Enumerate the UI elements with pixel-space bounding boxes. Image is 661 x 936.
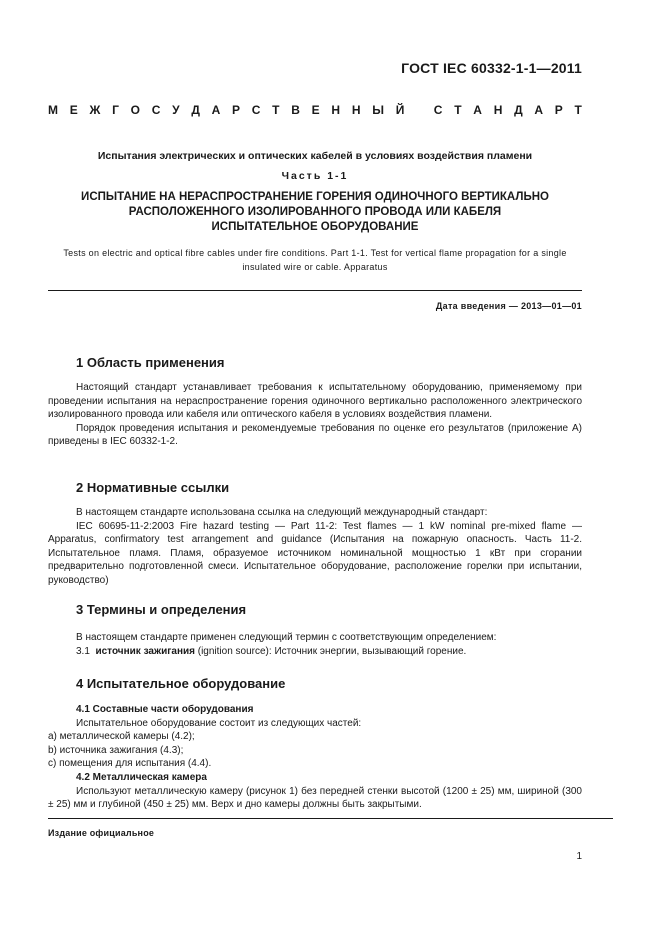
introduction-date: Дата введения — 2013—01—01 xyxy=(435,301,582,311)
banner-letter: У xyxy=(172,103,180,117)
footer-divider xyxy=(48,818,613,819)
banner-letter: Ж xyxy=(89,103,101,117)
banner-letter: Н xyxy=(351,103,361,117)
standard-type-banner xyxy=(48,103,582,117)
banner-letter: Р xyxy=(554,103,563,117)
banner-letter: С xyxy=(251,103,261,117)
main-title-line-3: ИСПЫТАТЕЛЬНОЕ ОБОРУДОВАНИЕ xyxy=(211,221,419,233)
banner-letter: Т xyxy=(272,103,280,117)
banner-letter: Д xyxy=(191,103,200,117)
list-item-b: b) источника зажигания (4.3); xyxy=(48,744,184,756)
banner-letter: Н xyxy=(331,103,341,117)
main-title-line-1: ИСПЫТАНИЕ НА НЕРАСПРОСТРАНЕНИЕ ГОРЕНИЯ ОДИНОЧНОГО ВЕРТИКАЛЬНО xyxy=(81,191,549,203)
section-3-paragraph-1: В настоящем стандарте применен следующий термин с соответствующим определением: xyxy=(76,632,497,643)
section-2-paragraph-2: IEC 60695-11-2:2003 Fire hazard testing — Part 11-2: Test flames — 1 kW nominal pre-mixed flame — Apparatus, confirmatory test arrangement and guidance (Испытания на пожарную опасность. Часть 11-2. Испытательное пламя. Пламя, образуемое источником номинальной мощностью 1 кВт при сгорании предварительно подготовленной смеси. Испытательное оборудование, расположение горелки при испытании, руководство) xyxy=(48,520,582,586)
section-4-body xyxy=(48,703,582,812)
section-3-heading: 3 Термины и определения xyxy=(76,602,247,617)
banner-letter: С xyxy=(433,103,443,117)
banner-letter: Д xyxy=(514,103,523,117)
term-definition xyxy=(48,645,582,659)
section-1-paragraph-2: Порядок проведения испытания и рекомендуемые требования по оценке его результатов (приложение А) приведены в IEC 60332-1-2. xyxy=(48,422,582,448)
section-2-body xyxy=(48,506,582,588)
banner-letter: Й xyxy=(395,103,405,117)
section-1-heading: 1 Область применения xyxy=(76,355,225,370)
banner-letter: С xyxy=(151,103,161,117)
subsection-4-1-intro: Испытательное оборудование состоит из следующих частей: xyxy=(76,717,362,729)
banner-letter: А xyxy=(473,103,482,117)
section-2-heading: 2 Нормативные ссылки xyxy=(76,480,230,495)
banner-letter: Е xyxy=(311,103,320,117)
banner-letter: А xyxy=(211,103,221,117)
document-subtitle: Испытания электрических и оптических кабелей в условиях воздействия пламени xyxy=(97,150,533,162)
main-title-line-2: РАСПОЛОЖЕННОГО ИЗОЛИРОВАННОГО ПРОВОДА ИЛИ КАБЕЛЯ xyxy=(128,206,502,218)
english-title-line-2: insulated wire or cable. Apparatus xyxy=(242,262,388,272)
subsection-4-2-text: Используют металлическую камеру (рисунок 1) без передней стенки высотой (1200 ± 25) мм, шириной (300 ± 25) мм и глубиной (450 ± 25) мм. Верх и дно камеры должны быть закрытыми. xyxy=(48,785,582,811)
banner-letter: А xyxy=(534,103,544,117)
standard-number: ГОСТ IEC 60332-1-1—2011 xyxy=(401,60,582,76)
banner-letter: Н xyxy=(493,103,503,117)
section-1-paragraph-1: Настоящий стандарт устанавливает требования к испытательному оборудованию, применяемому при проведении испытания на нераспространение горения одиночного вертикально расположенного электрического изолированного провода или кабеля или оптического кабеля в условиях воздействия пламени. xyxy=(48,382,582,421)
section-1-body xyxy=(48,381,582,449)
main-title xyxy=(48,190,582,235)
title-divider xyxy=(48,290,582,291)
subsection-4-1-heading: 4.1 Составные части оборудования xyxy=(76,704,254,715)
banner-letter: М xyxy=(48,103,58,117)
section-3-body xyxy=(48,631,582,658)
official-edition-label: Издание официальное xyxy=(48,828,155,838)
banner-letter: Ы xyxy=(372,103,384,117)
page-number: 1 xyxy=(576,851,582,862)
english-title xyxy=(48,246,582,274)
term-number: 3.1 xyxy=(76,645,90,657)
english-title-line-1: Tests on electric and optical fibre cables under fire conditions. Part 1-1. Test for vertical flame propagation for a single xyxy=(63,248,567,258)
section-2-paragraph-1: В настоящем стандарте использована ссылка на следующий международный стандарт: xyxy=(76,507,488,518)
list-item-a: a) металлической камеры (4.2); xyxy=(48,731,195,743)
term-name: источник зажигания xyxy=(95,645,195,657)
list-item-c: c) помещения для испытания (4.4). xyxy=(48,758,212,770)
banner-letter: Е xyxy=(69,103,78,117)
banner-letter: О xyxy=(130,103,140,117)
banner-letter: Г xyxy=(112,103,119,117)
part-label: Часть 1-1 xyxy=(281,170,349,182)
banner-letter: Р xyxy=(232,103,241,117)
banner-letter: Т xyxy=(454,103,462,117)
banner-letter: Т xyxy=(574,103,582,117)
subsection-4-2-heading: 4.2 Металлическая камера xyxy=(76,771,207,783)
term-definition-text: (ignition source): Источник энергии, вызывающий горение. xyxy=(194,645,467,657)
banner-gap xyxy=(416,103,422,117)
banner-letter: В xyxy=(291,103,300,117)
section-4-heading: 4 Испытательное оборудование xyxy=(76,676,286,691)
